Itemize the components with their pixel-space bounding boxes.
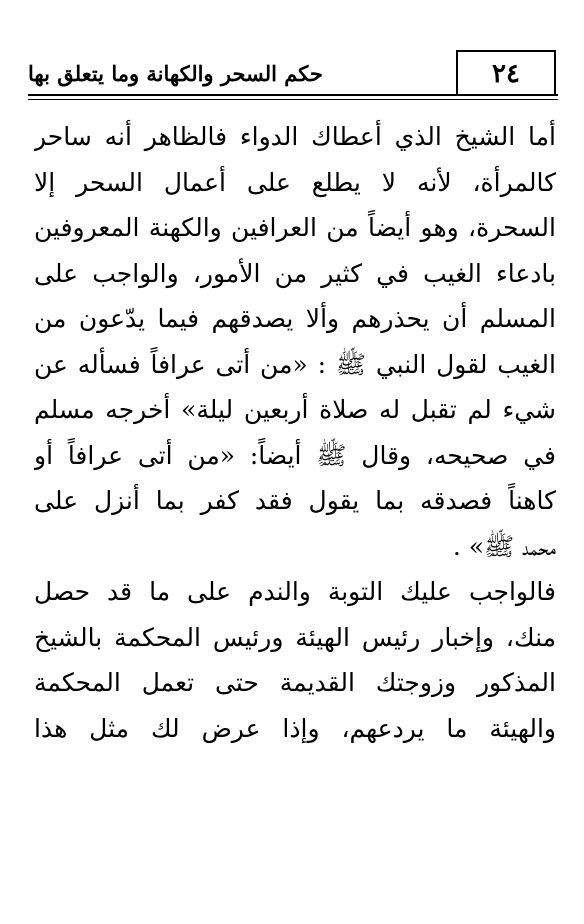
text-line: كاهناً فصدقه بما يقول فقد كفر بما أنزل على (34, 486, 556, 515)
text-line: شيء لم تقبل له صلاة أربعين ليلة» أخرجه مسلم (34, 395, 556, 424)
text-line: والهيئة ما يردعهم، وإذا عرض لك مثل هذا (34, 713, 556, 743)
text-line: منك، وإخبار رئيس الهيئة ورئيس المحكمة بالشيخ (34, 622, 556, 652)
text-line: بادعاء الغيب في كثير من الأمور، والواجب على (34, 258, 556, 288)
header-rule (28, 94, 558, 96)
header-rule-thin (28, 99, 558, 100)
text-line: كالمرأة، لأنه لا يطلع على أعمال السحر إلا (34, 167, 556, 197)
body-text (34, 114, 556, 751)
text-line: الغيب لقول النبي ﷺ : «من أتى عرافاً فسأله عن (34, 349, 556, 379)
page-header (28, 50, 558, 108)
text-line: المسلم أن يحذرهم وألا يصدقهم فيما يدّعون من (34, 304, 556, 333)
text-line: السحرة، وهو أيضاً من العرافين والكهنة المعروفين (34, 213, 556, 242)
text-line: محمد ﷺ» . (452, 531, 556, 561)
page-number: ٢٤ (456, 50, 556, 96)
text-line: فالواجب عليك التوبة والندم على ما قد حصل (34, 577, 556, 606)
text-line: في صحيحه، وقال ﷺ أيضاً: «من أتى عرافاً أو (34, 440, 556, 470)
paragraph-2 (34, 569, 556, 751)
paragraph-1 (34, 114, 556, 569)
text-line: المذكور وزوجتك القديمة حتى تعمل المحكمة (34, 668, 556, 697)
text-line: أما الشيخ الذي أعطاك الدواء فالظاهر أنه ساحر (34, 122, 556, 151)
running-title: حكم السحر والكهانة وما يتعلق بها (28, 61, 323, 86)
